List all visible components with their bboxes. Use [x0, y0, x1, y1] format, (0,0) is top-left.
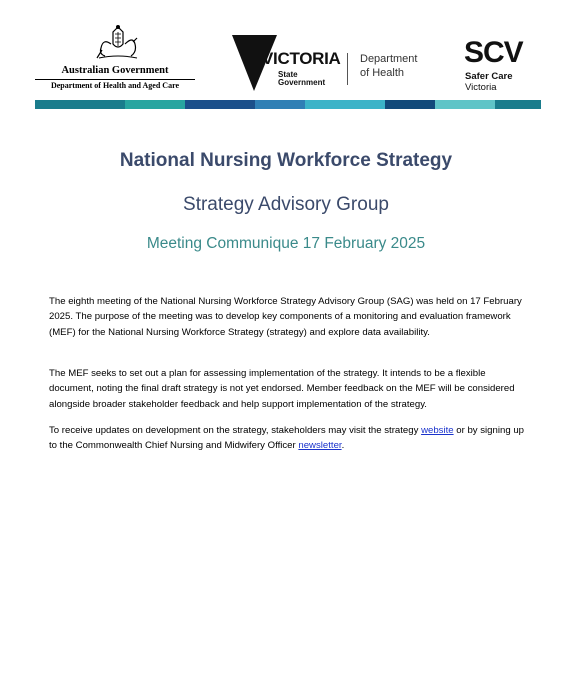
- updates-text-3: .: [341, 440, 345, 452]
- updates-text-2: or by signing up to the Commonwealth Chief Nursing and Midwifery Officer: [49, 425, 524, 452]
- stripe-segment: [185, 100, 255, 109]
- scv-name-line1: Safer Care: [465, 71, 513, 82]
- victoria-state-label: State: [278, 70, 298, 79]
- health-department-line2: of Health: [360, 67, 405, 79]
- coat-of-arms-icon: [93, 24, 143, 64]
- colour-stripe: [35, 100, 541, 109]
- website-link[interactable]: website: [421, 425, 454, 436]
- meeting-date-heading: Meeting Communique 17 February 2025: [146, 235, 426, 252]
- stripe-segment: [495, 100, 541, 109]
- scv-mark: SCV: [464, 36, 523, 69]
- health-department-line1: Department: [360, 53, 418, 65]
- safer-care-victoria-logo: [464, 38, 544, 94]
- newsletter-link[interactable]: newsletter: [298, 440, 342, 452]
- australian-government-logo: [35, 24, 195, 94]
- paragraph-updates: [49, 423, 529, 454]
- stripe-segment: [125, 100, 185, 109]
- stripe-segment: [35, 100, 125, 109]
- logo-divider: [347, 53, 348, 85]
- updates-text-1: To receive updates on development on the strategy, stakeholders may visit the strategy: [49, 425, 422, 436]
- victoria-government-label: Government: [278, 78, 326, 87]
- paragraph-mef: The MEF seeks to set out a plan for assessing implementation of the strategy. It intends to be a flexible document, noting the final draft strategy is not yet endorsed. Member feedback on the MEF will be considered alongside broader stakeholder feedback and help support implementation of the strategy.: [49, 368, 515, 410]
- document-title: National Nursing Workforce Strategy: [119, 150, 453, 171]
- stripe-segment: [255, 100, 305, 109]
- stripe-segment: [305, 100, 385, 109]
- page-header: [0, 0, 572, 112]
- stripe-segment: [435, 100, 495, 109]
- paragraph-meeting-summary: The eighth meeting of the National Nursing Workforce Strategy Advisory Group (SAG) was held on 17 February 2025. The purpose of the meeting was to develop key components of a monitoring and evaluation framework (MEF) for the National Nursing Workforce Strategy (strategy) and explore data availability.: [49, 296, 522, 338]
- scv-name-line2: Victoria: [465, 82, 497, 93]
- logo-divider: [35, 79, 195, 80]
- stripe-segment: [385, 100, 435, 109]
- victoria-wordmark: VICTORIA: [262, 49, 341, 68]
- document-subtitle: Strategy Advisory Group: [183, 194, 389, 215]
- department-name: Department of Health and Aged Care: [50, 81, 180, 90]
- victoria-government-logo: [232, 35, 432, 93]
- australian-government-name: Australian Government: [61, 65, 169, 76]
